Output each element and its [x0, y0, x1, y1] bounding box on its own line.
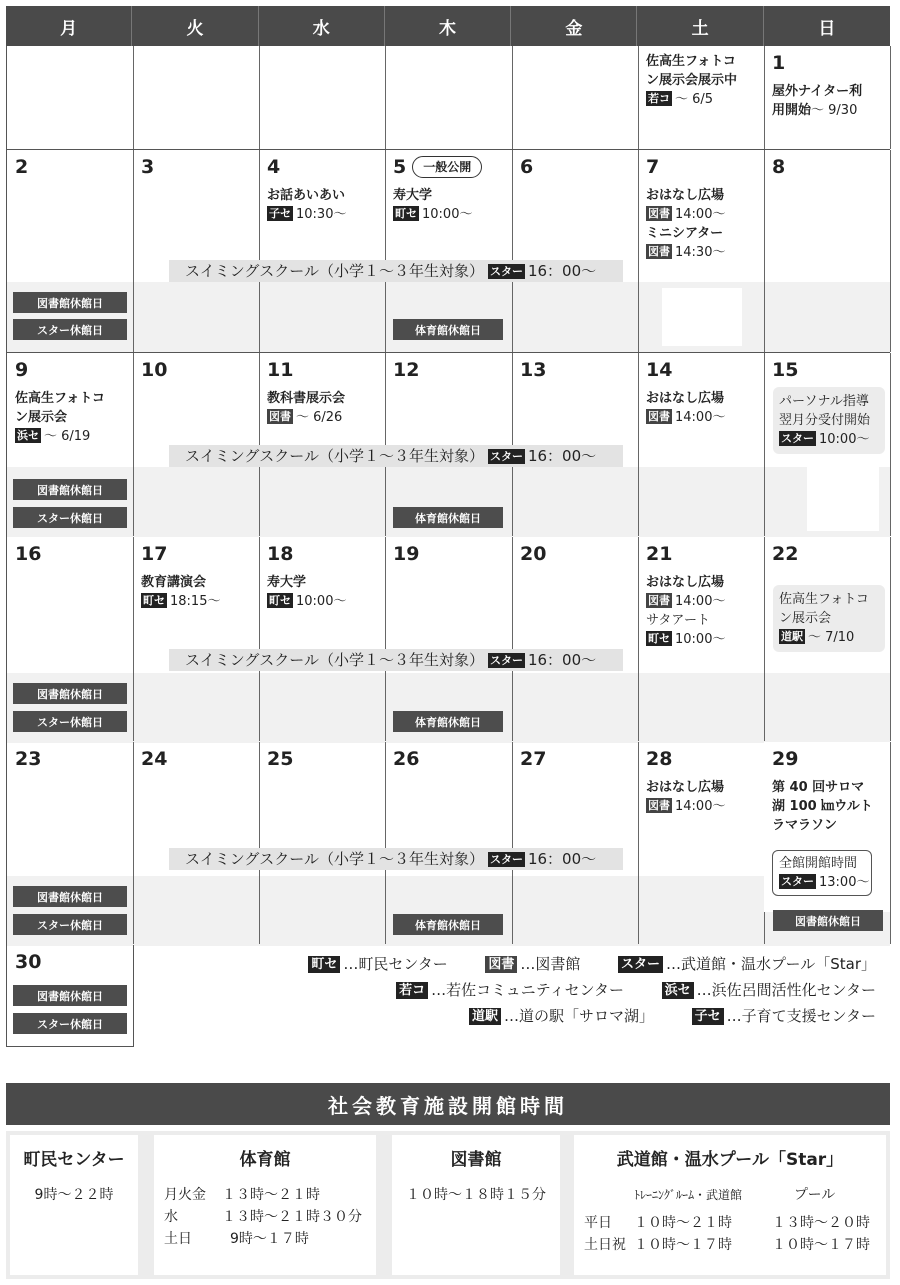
legend-row-3: 道駅 …道の駅「サロマ湖」 子セ …子育て支援センター	[469, 1005, 876, 1026]
hours-panel	[6, 1131, 890, 1279]
closed-library: 図書館休館日	[13, 292, 127, 313]
week-row-2	[6, 150, 890, 353]
personal-coaching-callout: パーソナル指導 翌月分受付開始 スター 10:00～	[773, 387, 885, 454]
tag-waka: 若コ	[648, 92, 670, 105]
hours-center: 町民センター 9時～２２時	[10, 1135, 138, 1275]
day-cell-10: 10	[141, 359, 168, 381]
day-cell-11: 11 教科書展示会 図書 ～ 6/26	[267, 359, 346, 425]
closed-gym: 体育館休館日	[393, 914, 503, 935]
public-open-bubble: 一般公開	[412, 156, 482, 178]
day-cell-4: 4 お話あいあい 子セ 10:30～	[267, 156, 347, 222]
closed-library: 図書館休館日	[13, 985, 127, 1006]
day-number: 1	[772, 52, 786, 74]
closed-gym: 体育館休館日	[393, 319, 503, 340]
day-cell-3: 3	[141, 156, 155, 178]
day-cell-21: 21 おはなし広場 図書 14:00～ サタアート 町セ 10:00～	[646, 543, 726, 647]
weekday-wed: 水	[259, 6, 385, 46]
day-cell-15: 15	[772, 359, 799, 381]
day-cell-9: 9 佐高生フォトコ ン展示会 浜セ ～ 6/19	[15, 359, 105, 444]
calendar	[6, 6, 890, 1047]
weekday-mon: 月	[6, 6, 132, 46]
day-cell-6: 6	[520, 156, 534, 178]
closed-library: 図書館休館日	[13, 683, 127, 704]
hours-title: 社会教育施設開館時間	[6, 1083, 890, 1125]
day-cell-25: 25	[267, 748, 294, 770]
photo-exhibit-callout: 佐高生フォトコ ン展示会 道駅 ～ 7/10	[773, 585, 885, 652]
closed-star: スター休館日	[13, 319, 127, 340]
day-cell-2: 2	[15, 156, 29, 178]
day-cell-1: 1 屋外ナイター利 用開始～ 9/30	[764, 46, 890, 246]
closed-star: スター休館日	[13, 507, 127, 528]
closed-star: スター休館日	[13, 914, 127, 935]
week-row-6	[6, 945, 890, 1047]
weekday-tue: 火	[132, 6, 258, 46]
day-cell-28: 28 おはなし広場 図書 14:00～	[646, 748, 726, 814]
swim-school-banner: スイミングスクール（小学１～３年生対象） スター 16：00～	[169, 649, 623, 671]
closed-library: 図書館休館日	[13, 886, 127, 907]
day-cell-16: 16	[15, 543, 42, 565]
closed-star: スター休館日	[13, 711, 127, 732]
closed-library: 図書館休館日	[13, 479, 127, 500]
hours-star: 武道館・温水プール「Star」 ﾄﾚｰﾆﾝｸﾞﾙｰﾑ・武道館 プール 平日 １０時～２１時 １３時～２０時 土日祝 １０時～１７時 １０時～１７時	[574, 1135, 886, 1275]
day-cell-7: 7 おはなし広場 図書 14:00～ ミニシアター 図書 14:30～	[646, 156, 726, 260]
week-row-1	[6, 46, 890, 150]
weekday-thu: 木	[385, 6, 511, 46]
closed-star: スター休館日	[13, 1013, 127, 1034]
day-cell-22: 22	[772, 543, 799, 565]
day-cell-27: 27	[520, 748, 547, 770]
day-cell-8: 8	[772, 156, 786, 178]
day-cell-23: 23	[15, 748, 42, 770]
weekday-sat: 土	[637, 6, 763, 46]
closed-gym: 体育館休館日	[393, 711, 503, 732]
closed-library: 図書館休館日	[773, 910, 883, 931]
week-row-4	[6, 537, 890, 742]
day-cell-13: 13	[520, 359, 547, 381]
day-cell-5: 5 一般公開 寿大学 町セ 10:00～	[385, 150, 511, 350]
day-cell-26: 26	[393, 748, 420, 770]
day-cell-29: 29 第 40 回サロマ 湖 100 ㎞ウルト ラマラソン	[764, 742, 890, 912]
day-cell-19: 19	[393, 543, 420, 565]
day-cell-17: 17 教育講演会 町セ 18:15～	[141, 543, 221, 609]
legend-row-1: 町セ …町民センター 図書 …図書館 スター …武道館・温水プール「Star」	[308, 953, 876, 974]
marathon-open-callout: 全館開館時間 スター 13:00～	[772, 850, 872, 896]
week-row-3	[6, 353, 890, 537]
hours-gym: 体育館 月火金 １３時～２１時 水 １３時～２１時３０分 土日 9時～１７時	[154, 1135, 376, 1275]
hours-library: 図書館 １０時～１８時１５分	[392, 1135, 560, 1275]
weekday-sun: 日	[818, 18, 836, 39]
closed-gym: 体育館休館日	[393, 507, 503, 528]
swim-school-banner: スイミングスクール（小学１～３年生対象） スター 16：00～	[169, 848, 623, 870]
day-cell-30: 30 図書館休館日 スター休館日	[6, 945, 134, 1047]
day-cell-14: 14 おはなし広場 図書 14:00～	[646, 359, 726, 425]
day-cell-12: 12	[393, 359, 420, 381]
weekday-fri: 金	[511, 6, 637, 46]
weekday-header	[6, 6, 890, 46]
day-cell-18: 18 寿大学 町セ 10:00～	[267, 543, 347, 609]
swim-school-banner: スイミングスクール（小学１～３年生対象） スター 16：00～	[169, 260, 623, 282]
day-cell-24: 24	[141, 748, 168, 770]
week-row-5	[6, 742, 890, 945]
swim-school-banner: スイミングスクール（小学１～３年生対象） スター 16：00～	[169, 445, 623, 467]
legend-row-2: 若コ …若佐コミュニティセンター 浜セ …浜佐呂間活性化センター	[396, 979, 876, 1000]
day-cell-sat: 佐高生フォトコ ン展示会展示中 若コ ～ 6/5	[646, 54, 738, 107]
day-cell-20: 20	[520, 543, 547, 565]
